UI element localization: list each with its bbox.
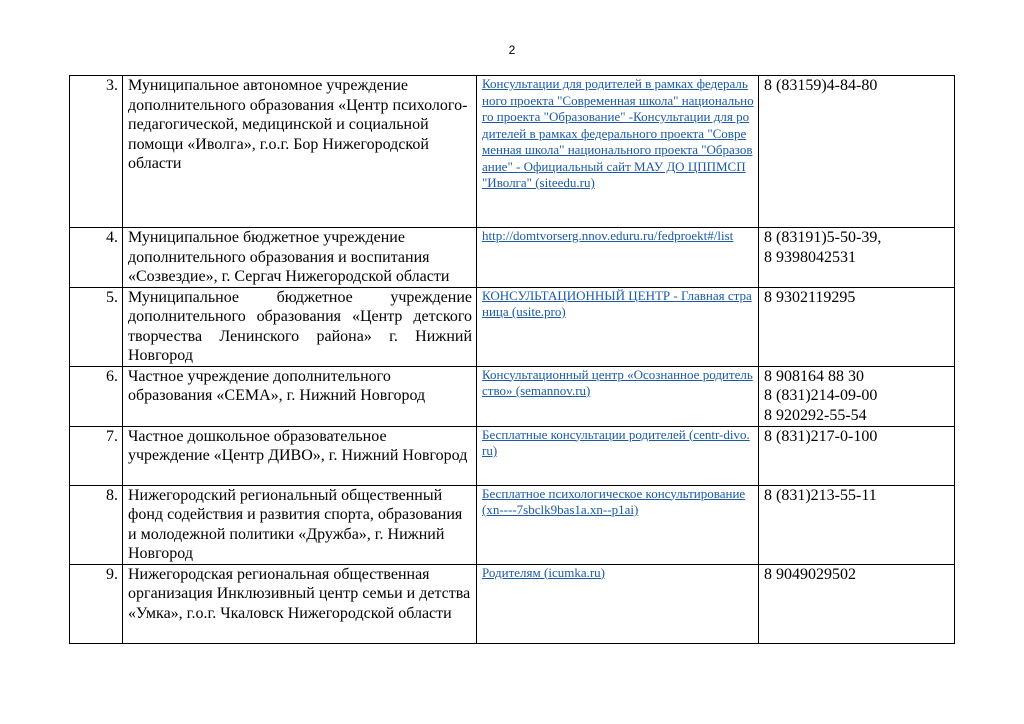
organization-name: Муниципальное бюджетное учреждение дополнительного образования «Центр детского творчества Ленинского района» г. Нижний Новгород <box>123 287 477 366</box>
row-number: 6. <box>70 366 123 426</box>
organizations-table <box>69 75 955 644</box>
phone-number: 8 9398042531 <box>764 248 856 266</box>
table-row <box>70 228 955 288</box>
phone-number: 8 (83159)4-84-80 <box>764 77 878 94</box>
phone-number: 8 (83191)5-50-39, <box>764 229 882 246</box>
website-link[interactable]: Бесплатные консультации родителей (centr-divo.ru) <box>482 426 750 458</box>
website-link[interactable]: http://domtvorserg.nnov.eduru.ru/fedproekt#/list <box>482 228 734 243</box>
table-row <box>70 366 955 426</box>
phone-number: 8 9302119295 <box>764 288 856 306</box>
organization-name: Муниципальное автономное учреждение дополнительного образования «Центр психолого-педагогической, медицинской и социальной помощи «Иволга», г.о.г. Бор Нижегородской области <box>123 76 477 228</box>
table-row <box>70 485 955 564</box>
row-number: 9. <box>70 564 123 643</box>
website-link[interactable]: Родителям (icumka.ru) <box>482 564 605 580</box>
phone-number: 8 908164 88 30 <box>764 367 864 385</box>
organization-name: Частное дошкольное образовательное учреждение «Центр ДИВО», г. Нижний Новгород <box>123 426 477 485</box>
phone-number: 8 (831)217-0-100 <box>764 427 878 445</box>
table-row <box>70 76 955 228</box>
row-number: 8. <box>70 485 123 564</box>
organization-name: Муниципальное бюджетное учреждение дополнительного образования и воспитания «Созвездие», г. Сергач Нижегородской области <box>123 228 477 288</box>
phone-number: 8 (831)213-55-11 <box>764 486 877 504</box>
row-number: 4. <box>70 228 123 288</box>
website-link[interactable]: Консультационный центр «Осознанное родительство» (semannov.ru) <box>482 366 753 398</box>
row-number: 7. <box>70 426 123 485</box>
organization-name: Частное учреждение дополнительного образования «СЕМА», г. Нижний Новгород <box>123 366 477 426</box>
table-row <box>70 426 955 485</box>
organization-name: Нижегородский региональный общественный фонд содействия и развития спорта, образования и молодежной политики «Дружба», г. Нижний Новгород <box>123 485 477 564</box>
page-number: 2 <box>508 43 516 57</box>
organization-name: Нижегородская региональная общественная организация Инклюзивный центр семьи и детства «Умка», г.о.г. Чкаловск Нижегородской области <box>123 564 477 643</box>
phone-number: 8 (831)214-09-00 <box>764 387 878 404</box>
phone-number: 8 920292-55-54 <box>764 406 867 424</box>
website-link[interactable]: Бесплатное психологическое консультирование (xn----7sbclk9bas1a.xn--p1ai) <box>482 485 746 517</box>
phone-number: 8 9049029502 <box>764 565 856 583</box>
row-number: 3. <box>70 76 123 228</box>
website-link[interactable]: КОНСУЛЬТАЦИОННЫЙ ЦЕНТР - Главная страница (usite.pro) <box>482 287 752 319</box>
table-row <box>70 287 955 366</box>
table-row <box>70 564 955 643</box>
row-number: 5. <box>70 287 123 366</box>
website-link[interactable]: Консультации для родителей в рамках федерального проекта "Современная школа" национального проекта "Образование" -Консультации для родителей в рамках федерального проекта "Современная школа" национального проекта "Образование" - Официальный сайт МАУ ДО ЦППМСП "Иволга" (siteedu.ru) <box>482 76 754 190</box>
